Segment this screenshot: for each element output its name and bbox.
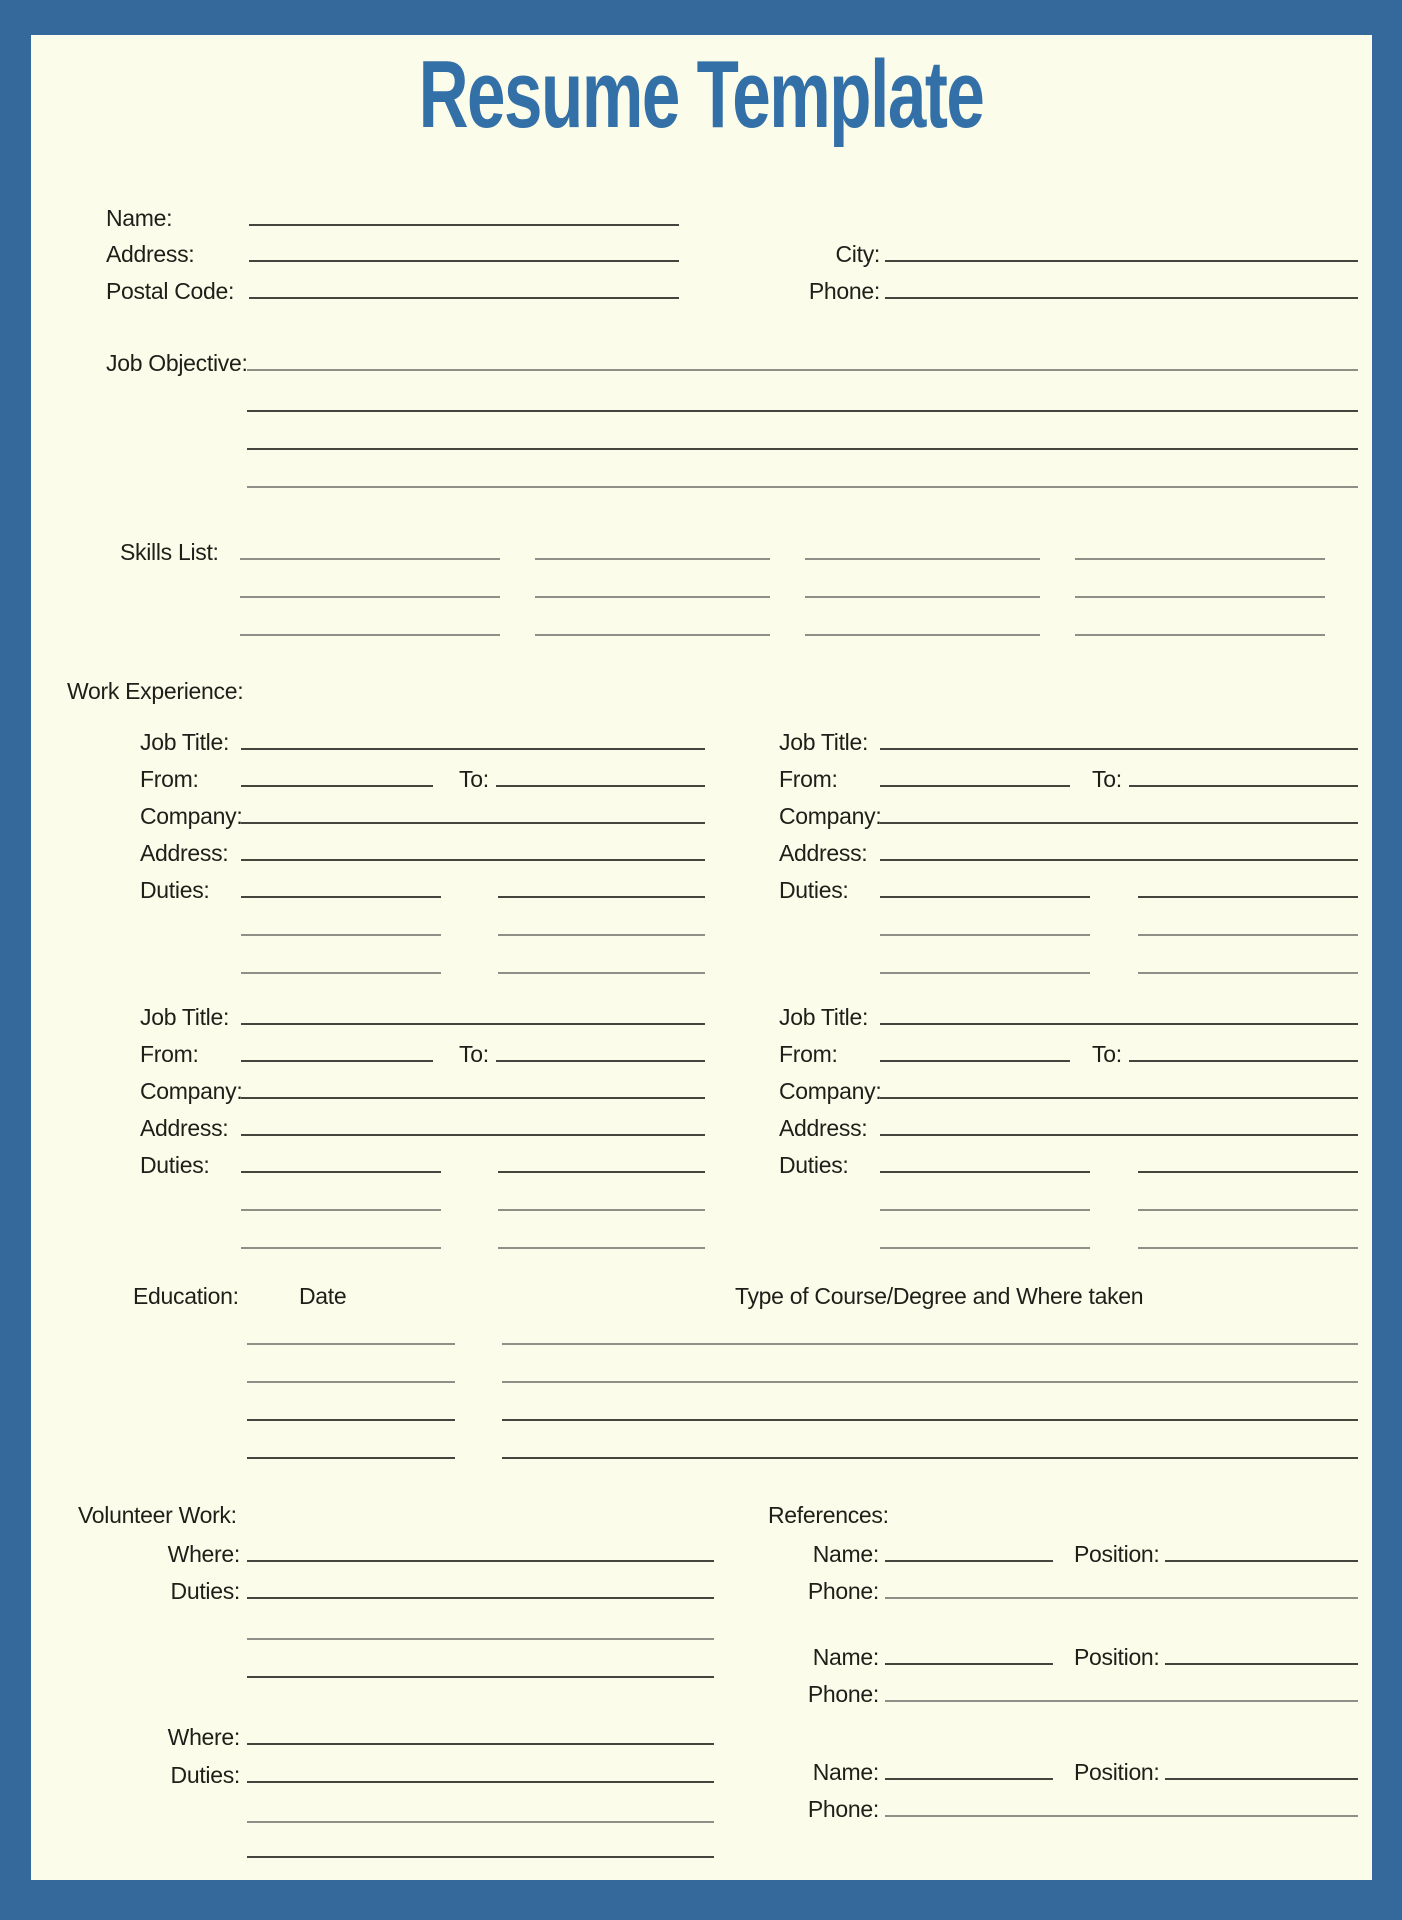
reference-position-label: Position: (1074, 1759, 1160, 1785)
skills-row (240, 602, 1325, 636)
job-objective-line-3[interactable] (247, 414, 1358, 450)
reference-phone-label: Phone: (807, 1578, 879, 1604)
work-address-line[interactable] (880, 825, 1358, 861)
company-row (779, 1065, 1358, 1104)
duties-line[interactable] (880, 900, 1090, 936)
education-course-line[interactable] (502, 1347, 1358, 1383)
phone-row (770, 265, 1358, 304)
work-address-label: Address: (140, 840, 229, 866)
company-line[interactable] (241, 1063, 705, 1099)
duties-line[interactable] (498, 1175, 705, 1211)
duties-line[interactable] (241, 1213, 441, 1249)
address-row (106, 228, 679, 267)
to-line[interactable] (496, 1026, 705, 1062)
page-title: Resume Template (418, 41, 984, 148)
reference-phone-row (769, 1783, 1358, 1822)
reference-position-line[interactable] (1165, 1526, 1358, 1562)
skills-line[interactable] (240, 562, 500, 598)
duties-row (880, 940, 1358, 974)
job-objective-row (247, 454, 1358, 488)
job-title-row (140, 716, 705, 755)
company-line[interactable] (880, 788, 1358, 824)
volunteer-duties-row (247, 1606, 714, 1640)
reference-name-line[interactable] (885, 1526, 1053, 1562)
postal-code-line[interactable] (249, 263, 679, 299)
company-row (140, 790, 705, 829)
duties-label: Duties: (779, 1152, 849, 1178)
city-line[interactable] (885, 226, 1358, 262)
education-date-line[interactable] (247, 1347, 455, 1383)
reference-position-label: Position: (1074, 1644, 1160, 1670)
skills-line[interactable] (535, 600, 770, 636)
skills-line[interactable] (1075, 600, 1325, 636)
from-line[interactable] (241, 751, 433, 787)
education-row (247, 1387, 1358, 1421)
from-to-row (140, 1028, 705, 1067)
job-objective-row (247, 378, 1358, 412)
reference-phone-row (769, 1565, 1358, 1604)
job-title-label: Job Title: (140, 1004, 230, 1030)
duties-row (880, 1177, 1358, 1211)
to-label: To: (459, 766, 489, 792)
job-title-label: Job Title: (779, 1004, 869, 1030)
job-objective-label: Job Objective: (106, 350, 248, 376)
volunteer-where-line[interactable] (247, 1526, 714, 1562)
skills-line[interactable] (240, 600, 500, 636)
work-address-row (779, 827, 1358, 866)
volunteer-duties-line[interactable] (247, 1787, 714, 1823)
job-title-row (779, 991, 1358, 1030)
from-to-row (779, 1028, 1358, 1067)
company-row (779, 790, 1358, 829)
volunteer-duties-row (247, 1824, 714, 1858)
volunteer-where-row (130, 1528, 714, 1567)
job-title-row (140, 991, 705, 1030)
job-title-line[interactable] (880, 714, 1358, 750)
company-label: Company: (140, 803, 243, 829)
from-label: From: (779, 766, 838, 792)
duties-line[interactable] (498, 938, 705, 974)
name-line[interactable] (249, 190, 679, 226)
duties-line[interactable] (880, 1175, 1090, 1211)
address-line[interactable] (249, 226, 679, 262)
reference-position-label: Position: (1074, 1541, 1160, 1567)
company-row (140, 1065, 705, 1104)
company-line[interactable] (241, 788, 705, 824)
duties-line[interactable] (880, 938, 1090, 974)
duties-row (241, 1215, 705, 1249)
duties-line[interactable] (498, 900, 705, 936)
education-row (247, 1425, 1358, 1459)
from-label: From: (140, 1041, 199, 1067)
education-course-line[interactable] (502, 1309, 1358, 1345)
reference-name-label: Name: (812, 1541, 879, 1567)
volunteer-duties-row (247, 1644, 714, 1678)
to-label: To: (1092, 1041, 1122, 1067)
duties-line[interactable] (241, 1137, 441, 1173)
volunteer-duties-line[interactable] (247, 1822, 714, 1858)
skills-line[interactable] (240, 524, 500, 560)
duties-row (241, 940, 705, 974)
reference-phone-line[interactable] (885, 1781, 1358, 1817)
duties-line[interactable] (880, 1137, 1090, 1173)
from-label: From: (140, 766, 199, 792)
reference-name-row (769, 1631, 1358, 1670)
from-line[interactable] (880, 751, 1070, 787)
job-title-label: Job Title: (140, 729, 230, 755)
reference-position-line[interactable] (1165, 1744, 1358, 1780)
phone-line[interactable] (885, 263, 1358, 299)
volunteer-duties-line[interactable] (247, 1642, 714, 1678)
duties-row (241, 902, 705, 936)
job-objective-row (247, 416, 1358, 450)
duties-line[interactable] (1138, 938, 1358, 974)
duties-row (880, 1215, 1358, 1249)
job-title-label: Job Title: (779, 729, 869, 755)
duties-row (779, 864, 1358, 903)
duties-line[interactable] (241, 900, 441, 936)
to-label: To: (1092, 766, 1122, 792)
work-address-label: Address: (140, 1115, 229, 1141)
job-title-line[interactable] (241, 989, 705, 1025)
phone-label: Phone: (808, 278, 880, 304)
duties-line[interactable] (498, 1213, 705, 1249)
job-objective-line-1[interactable] (247, 335, 1358, 371)
work-address-row (140, 827, 705, 866)
reference-position-line[interactable] (1165, 1629, 1358, 1665)
to-line[interactable] (1129, 751, 1358, 787)
job-objective-row (106, 337, 1358, 376)
volunteer-duties-row (247, 1789, 714, 1823)
duties-line[interactable] (1138, 1137, 1358, 1173)
education-row (247, 1349, 1358, 1383)
from-line[interactable] (241, 1026, 433, 1062)
volunteer-work-header: Volunteer Work: (78, 1502, 237, 1528)
job-title-line[interactable] (241, 714, 705, 750)
work-experience-header: Work Experience: (67, 678, 244, 704)
duties-line[interactable] (1138, 1175, 1358, 1211)
education-date-line[interactable] (247, 1423, 455, 1459)
reference-name-label: Name: (812, 1644, 879, 1670)
work-address-label: Address: (779, 840, 868, 866)
volunteer-duties-label: Duties: (170, 1762, 240, 1788)
duties-row (140, 1139, 705, 1178)
reference-name-line[interactable] (885, 1744, 1053, 1780)
skills-line[interactable] (1075, 524, 1325, 560)
job-objective-line-2[interactable] (247, 376, 1358, 412)
duties-row (779, 1139, 1358, 1178)
duties-label: Duties: (140, 877, 210, 903)
duties-line[interactable] (498, 862, 705, 898)
duties-line[interactable] (1138, 1213, 1358, 1249)
reference-phone-label: Phone: (807, 1796, 879, 1822)
volunteer-where-line[interactable] (247, 1709, 714, 1745)
duties-line[interactable] (880, 862, 1090, 898)
job-title-row (779, 716, 1358, 755)
education-date-header: Date (299, 1283, 347, 1309)
skills-line[interactable] (535, 524, 770, 560)
duties-line[interactable] (241, 1175, 441, 1211)
address-label: Address: (106, 241, 195, 267)
volunteer-duties-line[interactable] (247, 1604, 714, 1640)
reference-phone-line[interactable] (885, 1666, 1358, 1702)
education-date-line[interactable] (247, 1385, 455, 1421)
volunteer-duties-row (130, 1565, 714, 1604)
duties-line[interactable] (880, 1213, 1090, 1249)
skills-line[interactable] (805, 562, 1040, 598)
duties-row (140, 864, 705, 903)
education-course-header: Type of Course/Degree and Where taken (735, 1283, 1144, 1309)
volunteer-duties-label: Duties: (170, 1578, 240, 1604)
reference-name-row (769, 1528, 1358, 1567)
to-label: To: (459, 1041, 489, 1067)
duties-line[interactable] (241, 938, 441, 974)
job-objective-line-4[interactable] (247, 452, 1358, 488)
duties-line[interactable] (1138, 900, 1358, 936)
name-row (106, 192, 679, 231)
work-address-line[interactable] (241, 1100, 705, 1136)
company-label: Company: (140, 1078, 243, 1104)
references-header: References: (768, 1502, 889, 1528)
duties-row (241, 1177, 705, 1211)
education-course-line[interactable] (502, 1423, 1358, 1459)
skills-line[interactable] (805, 524, 1040, 560)
name-label: Name: (106, 205, 173, 231)
skills-line[interactable] (535, 562, 770, 598)
from-to-row (779, 753, 1358, 792)
volunteer-where-row (130, 1711, 714, 1750)
from-line[interactable] (880, 1026, 1070, 1062)
education-course-line[interactable] (502, 1385, 1358, 1421)
city-row (770, 228, 1358, 267)
duties-line[interactable] (241, 862, 441, 898)
reference-name-row (769, 1746, 1358, 1785)
skills-line[interactable] (805, 600, 1040, 636)
reference-phone-row (769, 1668, 1358, 1707)
company-label: Company: (779, 803, 882, 829)
duties-label: Duties: (140, 1152, 210, 1178)
from-to-row (140, 753, 705, 792)
work-address-label: Address: (779, 1115, 868, 1141)
city-label: City: (835, 241, 880, 267)
education-date-line[interactable] (247, 1309, 455, 1345)
volunteer-duties-line[interactable] (247, 1747, 714, 1783)
skills-line[interactable] (1075, 562, 1325, 598)
duties-line[interactable] (498, 1137, 705, 1173)
education-row (247, 1311, 1358, 1345)
skills-list-label: Skills List: (120, 539, 219, 565)
volunteer-where-label: Where: (167, 1541, 240, 1567)
work-address-row (140, 1102, 705, 1141)
to-line[interactable] (496, 751, 705, 787)
volunteer-duties-row (130, 1749, 714, 1788)
postal-code-row (106, 265, 679, 304)
to-line[interactable] (1129, 1026, 1358, 1062)
job-title-line[interactable] (880, 989, 1358, 1025)
skills-row (120, 526, 1325, 565)
duties-row (880, 902, 1358, 936)
education-header: Education: (133, 1283, 239, 1309)
reference-name-line[interactable] (885, 1629, 1053, 1665)
work-address-line[interactable] (241, 825, 705, 861)
company-label: Company: (779, 1078, 882, 1104)
reference-phone-line[interactable] (885, 1563, 1358, 1599)
from-label: From: (779, 1041, 838, 1067)
duties-line[interactable] (1138, 862, 1358, 898)
reference-phone-label: Phone: (807, 1681, 879, 1707)
volunteer-where-label: Where: (167, 1724, 240, 1750)
company-line[interactable] (880, 1063, 1358, 1099)
skills-row (240, 564, 1325, 598)
duties-label: Duties: (779, 877, 849, 903)
postal-code-label: Postal Code: (106, 278, 235, 304)
work-address-line[interactable] (880, 1100, 1358, 1136)
work-address-row (779, 1102, 1358, 1141)
reference-name-label: Name: (812, 1759, 879, 1785)
volunteer-duties-line[interactable] (247, 1563, 714, 1599)
